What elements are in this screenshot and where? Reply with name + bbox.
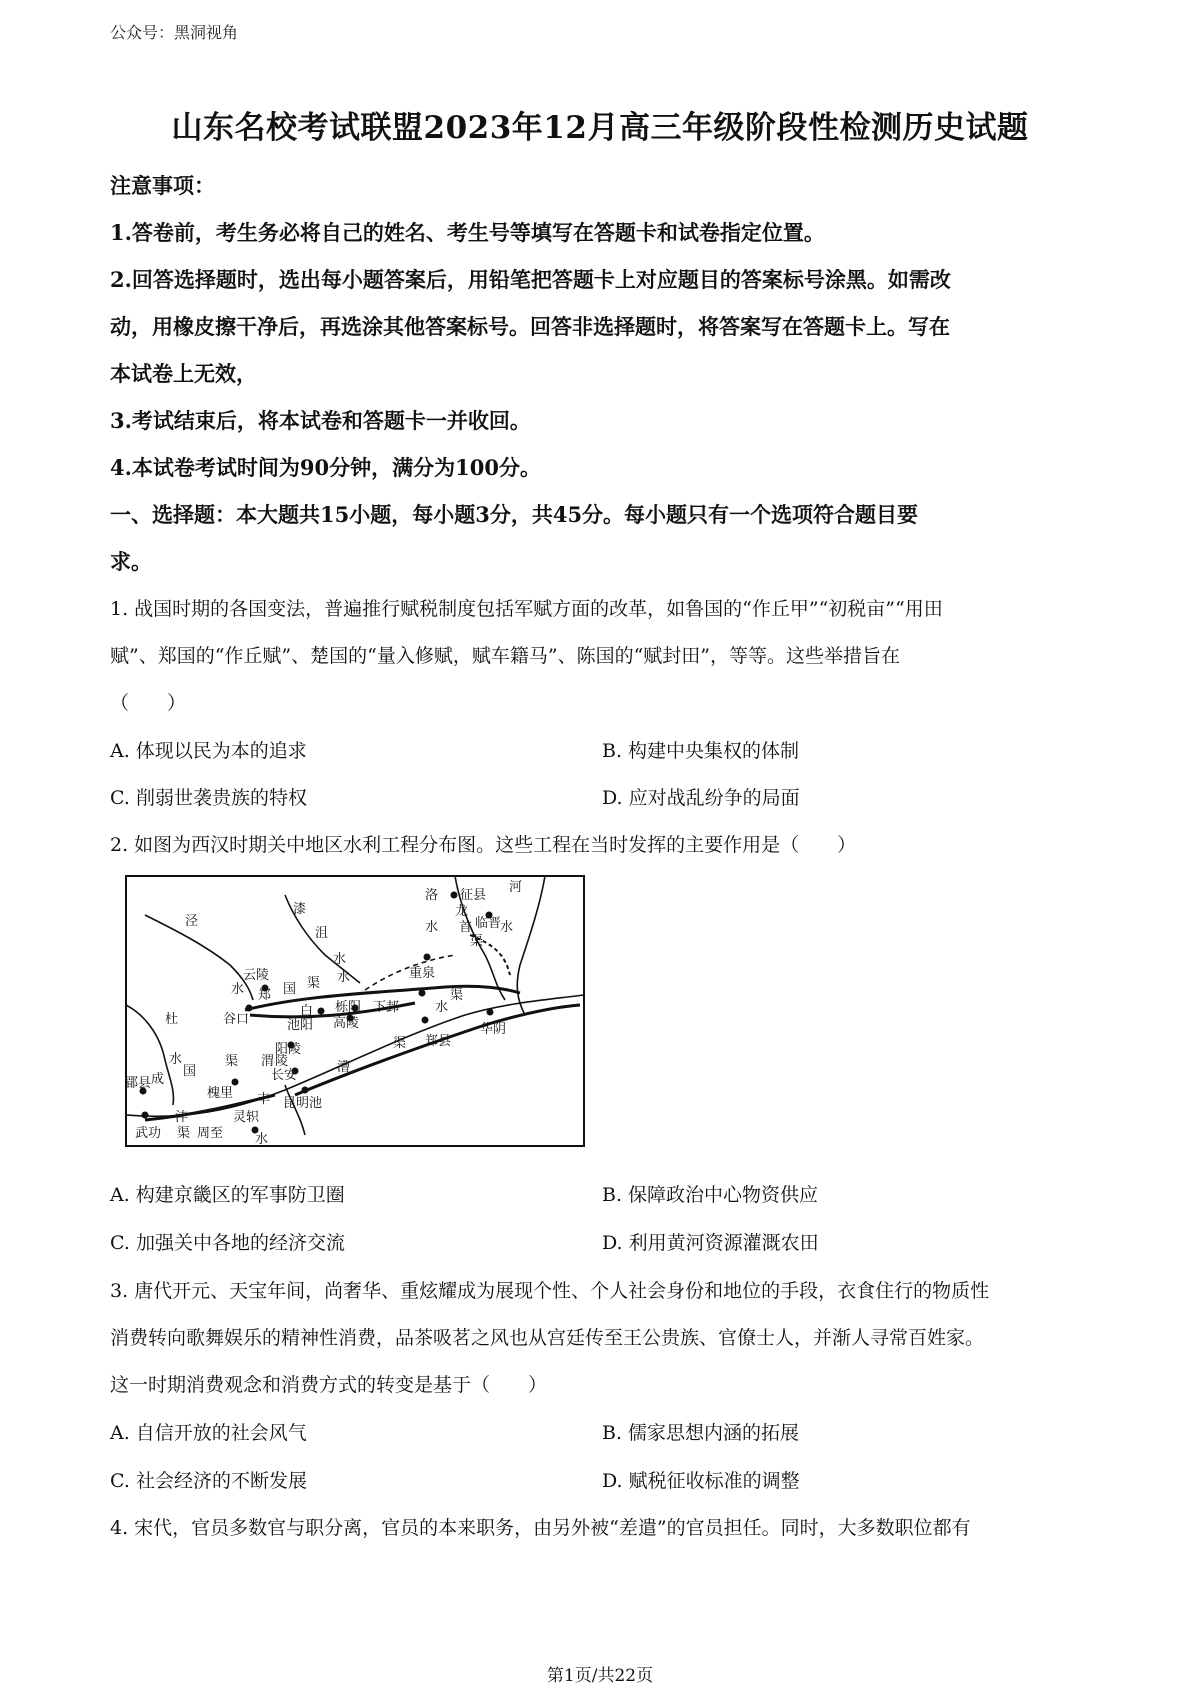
map-label: 水 [169,1052,183,1067]
notice-line: 1.答卷前，考生务必将自己的姓名、考生号等填写在答题卡和试卷指定位置。 [110,220,825,245]
notice-line: 2.回答选择题时，选出每小题答案后，用铅笔把答题卡上对应题目的答案标号涂黑。如需改 [110,267,951,292]
question-3-option-b: B. 儒家思想内涵的拓展 [602,1422,800,1444]
city-dot [302,1087,309,1094]
city-dot [424,954,431,961]
map-label: 渠 [450,988,464,1003]
map-label: 渭 [261,1054,275,1069]
map-label: 洛 [425,888,439,903]
question-2-option-b: B. 保障政治中心物资供应 [602,1184,819,1206]
city-dot [142,1112,149,1119]
map-label: 水 [435,1000,449,1015]
map-label: 水 [231,982,245,997]
map-label: 首 [459,920,473,935]
question-1-option-c: C. 削弱世袭贵族的特权 [110,787,307,809]
question-3-text: 3. 唐代开元、天宝年间，尚奢华、重炫耀成为展现个性、个人社会身份和地位的手段，衣食住行的物质性 [110,1280,990,1302]
map-label: 郿县 [125,1076,152,1091]
map-label: 谷口 [223,1012,250,1027]
city-dot [451,892,458,899]
city-dot [419,990,426,997]
question-1-option-a: A. 体现以民为本的追求 [110,740,307,762]
map-label: 水 [333,952,347,967]
map-label: 华阴 [480,1022,507,1037]
map-label: 泾 [185,914,199,929]
map-label: 水 [425,920,439,935]
map-label: 渠 [307,976,321,991]
map-label: 龙 [455,904,469,919]
map-label: 灵轵 [233,1110,260,1125]
irrigation-map [125,875,585,1147]
map-label: 池阳 [287,1018,314,1033]
map-label: 栎阳 [335,1000,362,1015]
city-dot [422,1017,429,1024]
map-label: 国 [283,982,297,997]
map-label: 漕 [337,1060,351,1075]
city-dot [232,1079,239,1086]
notice-line: 3.考试结束后，将本试卷和答题卡一并收回。 [110,408,531,433]
question-1-option-d: D. 应对战乱纷争的局面 [602,787,800,809]
map-label: 临晋 [475,916,502,931]
map-label: 水 [500,920,514,935]
question-3-text: 这一时期消费观念和消费方式的转变是基于（ ） [110,1374,548,1396]
page-footer: 第1页/共22页 [546,1666,654,1686]
map-label: 沣 [175,1110,189,1125]
map-label: 渠 [393,1036,407,1051]
map-label: 周至 [197,1126,224,1141]
map-label: 郑 [258,988,272,1003]
page-title: 山东名校考试联盟2023年12月高三年级阶段性检测历史试题 [171,110,1029,146]
map-label: 杜 [165,1012,179,1027]
question-2-text: 2. 如图为西汉时期关中地区水利工程分布图。这些工程在当时发挥的主要作用是（ ） [110,834,857,856]
map-label: 昆明池 [283,1096,323,1111]
map-label: 漆 [293,902,307,917]
question-3-option-a: A. 自信开放的社会风气 [110,1422,307,1444]
map-label: 重泉 [409,966,436,981]
map-label: 阳陵 [275,1042,302,1057]
map-label: 郑县 [425,1034,452,1049]
section-heading: 一、选择题：本大题共15小题，每小题3分，共45分。每小题只有一个选项符合题目要 [110,502,919,527]
question-3-option-d: D. 赋税征收标准的调整 [602,1470,800,1492]
question-4-text: 4. 宋代，官员多数官与职分离，官员的本来职务，由另外被“差遣”的官员担任。同时，大多数职位都有 [110,1517,971,1539]
question-3-text: 消费转向歌舞娱乐的精神性消费，品茶吸茗之风也从宫廷传至王公贵族、官僚士人，并渐人寻常百姓家。 [110,1327,985,1349]
map-label: 沮 [315,926,329,941]
question-2-option-a: A. 构建京畿区的军事防卫圈 [110,1184,345,1206]
map-label: 下邽 [373,1000,400,1015]
map-label: 水 [337,970,351,985]
notice-heading: 注意事项： [110,173,215,198]
map-label: 云陵 [243,968,270,983]
question-3-option-c: C. 社会经济的不断发展 [110,1470,307,1492]
map-label: 高陵 [333,1016,360,1031]
city-dot [246,1005,253,1012]
map-label: 长安 [271,1068,298,1083]
map-label: 国 [183,1064,197,1079]
notice-line: 4.本试卷考试时间为90分钟，满分为100分。 [110,455,541,480]
header-tag: 公众号：黑洞视角 [110,23,239,42]
map-label: 陵 [275,1054,289,1069]
map-label: 槐里 [207,1086,234,1101]
question-1-text: 1. 战国时期的各国变法，普遍推行赋税制度包括军赋方面的改革，如鲁国的“作丘甲”“初税亩”“用田 [110,598,943,620]
map-label: 渠 [225,1054,239,1069]
city-dot [487,1009,494,1016]
question-1-text: （ ） [110,692,187,714]
map-label: 成 [151,1072,165,1087]
map-label: 武功 [135,1126,162,1141]
section-heading: 求。 [110,549,152,574]
map-label: 渠 [470,934,484,949]
question-2-option-c: C. 加强关中各地的经济交流 [110,1232,345,1254]
map-label: 水 [255,1132,269,1147]
map-label: 征县 [460,888,487,903]
city-dot [318,1008,325,1015]
question-1-text: 赋”、郑国的“作丘赋”、楚国的“量入修赋，赋车籍马”、陈国的“赋封田”，等等。这些举措旨在 [110,645,900,667]
map-label: 白 [300,1004,314,1019]
map-label: 丰 [257,1092,271,1107]
question-2-option-d: D. 利用黄河资源灌溉农田 [602,1232,819,1254]
map-label: 河 [509,880,523,895]
question-1-option-b: B. 构建中央集权的体制 [602,740,800,762]
notice-line: 本试卷上无效， [110,361,257,386]
notice-line: 动，用橡皮擦干净后，再选涂其他答案标号。回答非选择题时，将答案写在答题卡上。写在 [110,314,950,339]
map-label: 渠 [177,1126,191,1141]
